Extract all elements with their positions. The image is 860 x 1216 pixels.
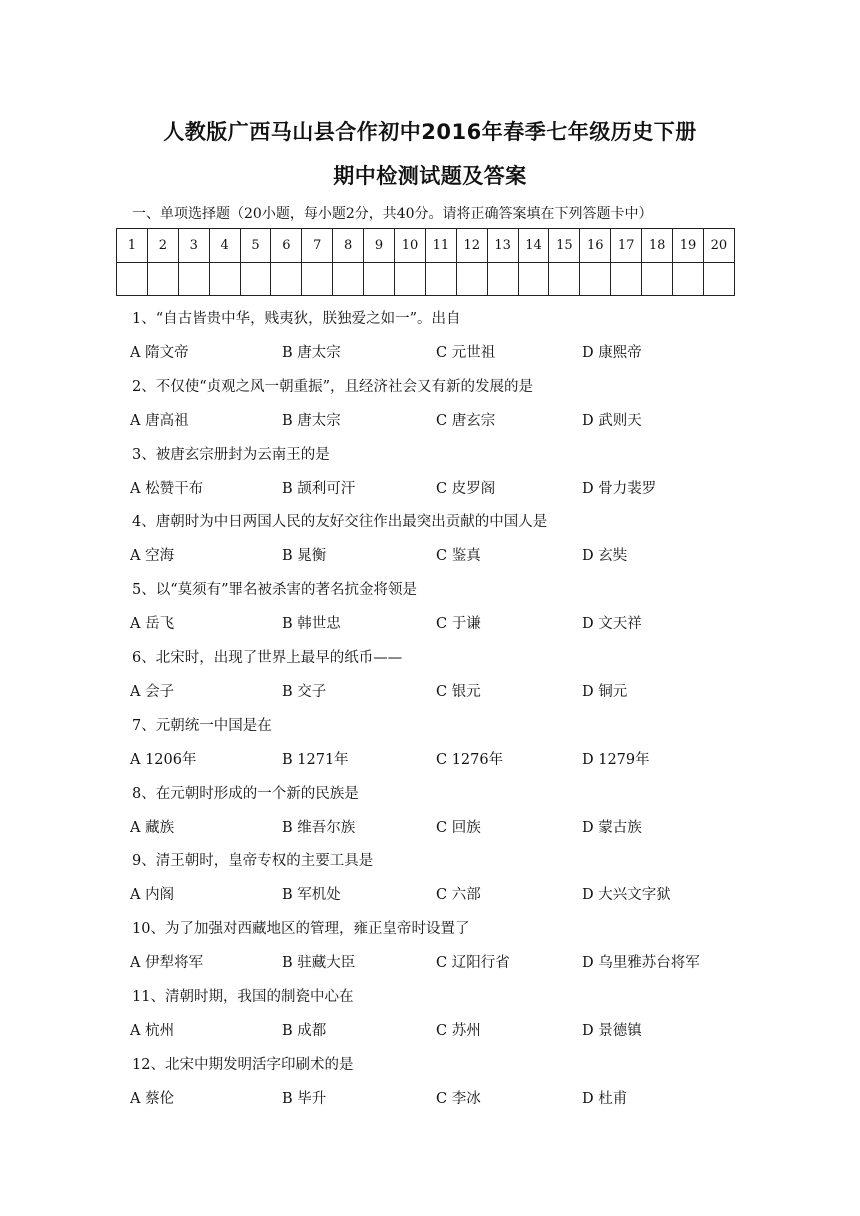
option-c[interactable]: C 李冰 [436, 1090, 481, 1107]
answer-card-number: 14 [518, 229, 549, 263]
option-row [130, 883, 770, 905]
answer-card-table [116, 228, 735, 296]
option-b[interactable]: B 军机处 [282, 887, 341, 904]
answer-card-number: 9 [364, 229, 395, 263]
answer-card-number: 2 [147, 229, 178, 263]
answer-card-answer-cell[interactable] [425, 263, 456, 296]
question-text: 3、被唐玄宗册封为云南王的是 [132, 446, 330, 463]
answer-card-answer-cell[interactable] [703, 263, 734, 296]
option-c[interactable]: C 六部 [436, 887, 481, 904]
answer-card-number: 15 [549, 229, 580, 263]
answer-card-number: 6 [271, 229, 302, 263]
answer-card-number: 19 [673, 229, 704, 263]
answer-card-answer-cell[interactable] [364, 263, 395, 296]
answer-card-answer-cell[interactable] [117, 263, 148, 296]
option-d[interactable]: D 1279年 [582, 751, 650, 768]
page-title: 人教版广西马山县合作初中2016年春季七年级历史下册 [163, 120, 697, 144]
option-d[interactable]: D 大兴文字狱 [582, 887, 671, 904]
option-a[interactable]: A 隋文帝 [130, 345, 189, 361]
option-row [130, 544, 770, 566]
question-text: 2、不仅使“贞观之风一朝重振”，且经济社会又有新的发展的是 [132, 378, 534, 395]
option-b[interactable]: B 唐太宗 [282, 412, 341, 429]
option-row [130, 341, 770, 363]
question-text: 9、清王朝时，皇帝专权的主要工具是 [132, 853, 374, 870]
option-b[interactable]: B 韩世忠 [282, 616, 341, 633]
answer-card-number-row [117, 229, 735, 263]
option-row [130, 680, 770, 702]
option-b[interactable]: B 唐太宗 [282, 345, 341, 361]
answer-card-answer-cell[interactable] [147, 263, 178, 296]
option-a[interactable]: A 松赞干布 [130, 480, 204, 497]
option-c[interactable]: C 于谦 [436, 616, 481, 633]
option-c[interactable]: C 回族 [436, 819, 481, 836]
option-b[interactable]: B 驻藏大臣 [282, 955, 356, 972]
answer-card-answer-cell[interactable] [549, 263, 580, 296]
answer-card-number: 17 [611, 229, 642, 263]
question-text: 11、清朝时期，我国的制瓷中心在 [132, 989, 354, 1005]
question-text: 7、元朝统一中国是在 [132, 717, 272, 734]
answer-card-answer-cell[interactable] [518, 263, 549, 296]
option-row [130, 477, 770, 499]
option-a[interactable]: A 藏族 [130, 819, 175, 836]
answer-card-number: 5 [240, 229, 271, 263]
answer-card-answer-cell[interactable] [271, 263, 302, 296]
option-c[interactable]: C 鉴真 [436, 548, 481, 565]
answer-card-answer-cell[interactable] [487, 263, 518, 296]
answer-card-number: 10 [395, 229, 426, 263]
answer-card-number: 11 [425, 229, 456, 263]
option-c[interactable]: C 元世祖 [436, 345, 496, 361]
question-text: 6、北宋时，出现了世界上最早的纸币—— [132, 650, 403, 666]
option-d[interactable]: D 文天祥 [582, 616, 642, 633]
option-a[interactable]: A 岳飞 [130, 616, 175, 633]
option-c[interactable]: C 皮罗阁 [436, 480, 496, 497]
question-text: 10、为了加强对西藏地区的管理，雍正皇帝时设置了 [132, 921, 470, 938]
answer-card-number: 13 [487, 229, 518, 263]
option-c[interactable]: C 银元 [436, 684, 481, 700]
option-a[interactable]: A 空海 [130, 548, 175, 565]
option-a[interactable]: A 杭州 [130, 1023, 175, 1039]
option-row [130, 612, 770, 634]
option-b[interactable]: B 交子 [282, 684, 327, 700]
option-row [130, 1019, 770, 1041]
option-d[interactable]: D 景德镇 [582, 1023, 642, 1039]
option-d[interactable]: D 乌里雅苏台将军 [582, 955, 700, 972]
answer-card-answer-cell[interactable] [642, 263, 673, 296]
option-b[interactable]: B 毕升 [282, 1090, 327, 1107]
answer-card-number: 8 [333, 229, 364, 263]
answer-card-answer-cell[interactable] [333, 263, 364, 296]
question-text: 8、在元朝时形成的一个新的民族是 [132, 785, 359, 802]
option-b[interactable]: B 维吾尔族 [282, 819, 356, 836]
option-d[interactable]: D 铜元 [582, 684, 628, 700]
answer-card-number: 4 [209, 229, 240, 263]
option-a[interactable]: A 伊犁将军 [130, 955, 204, 972]
answer-card-number: 20 [703, 229, 734, 263]
answer-card-number: 18 [642, 229, 673, 263]
answer-card-answer-cell[interactable] [240, 263, 271, 296]
answer-card-answer-cell[interactable] [611, 263, 642, 296]
option-c[interactable]: C 唐玄宗 [436, 412, 496, 429]
option-d[interactable]: D 玄奘 [582, 548, 628, 565]
option-b[interactable]: B 成都 [282, 1023, 327, 1039]
option-a[interactable]: A 内阁 [130, 887, 175, 904]
answer-card-number: 12 [456, 229, 487, 263]
question-text: 1、“自古皆贵中华，贱夷狄，朕独爱之如一”。出自 [132, 311, 461, 327]
page-subtitle: 期中检测试题及答案 [333, 164, 527, 188]
option-row [130, 951, 770, 973]
option-b[interactable]: B 晁衡 [282, 548, 327, 565]
option-d[interactable]: D 武则天 [582, 412, 642, 429]
question-text: 4、唐朝时为中日两国人民的友好交往作出最突出贡献的中国人是 [132, 514, 548, 531]
answer-card-number: 16 [580, 229, 611, 263]
option-row [130, 816, 770, 838]
answer-card-answer-cell[interactable] [178, 263, 209, 296]
option-d[interactable]: D 骨力裴罗 [582, 480, 657, 497]
option-row [130, 1087, 770, 1109]
answer-card-number: 7 [302, 229, 333, 263]
option-row [130, 409, 770, 431]
option-b[interactable]: B 颉利可汗 [282, 480, 356, 497]
option-c[interactable]: C 1276年 [436, 751, 504, 768]
option-c[interactable]: C 苏州 [436, 1023, 481, 1039]
option-row [130, 748, 770, 770]
question-text: 12、北宋中期发明活字印刷术的是 [132, 1056, 354, 1073]
answer-card-answer-cell[interactable] [395, 263, 426, 296]
answer-card-answer-cell[interactable] [580, 263, 611, 296]
answer-card-number: 3 [178, 229, 209, 263]
section-heading: 一、单项选择题（20小题，每小题2分，共40分。请将正确答案填在下列答题卡中） [132, 206, 653, 222]
answer-card-answer-cell[interactable] [302, 263, 333, 296]
option-a[interactable]: A 唐高祖 [130, 412, 189, 429]
answer-card-answer-cell[interactable] [456, 263, 487, 296]
option-d[interactable]: D 康熙帝 [582, 345, 642, 361]
option-a[interactable]: A 1206年 [130, 751, 197, 768]
option-a[interactable]: A 蔡伦 [130, 1090, 175, 1107]
option-c[interactable]: C 辽阳行省 [436, 955, 510, 972]
answer-card-answer-cell[interactable] [673, 263, 704, 296]
answer-card-number: 1 [117, 229, 148, 263]
option-b[interactable]: B 1271年 [282, 751, 349, 768]
option-a[interactable]: A 会子 [130, 684, 175, 700]
option-d[interactable]: D 杜甫 [582, 1090, 628, 1107]
question-text: 5、以“莫须有”罪名被杀害的著名抗金将领是 [132, 582, 418, 599]
option-d[interactable]: D 蒙古族 [582, 819, 642, 836]
answer-card-answer-cell[interactable] [209, 263, 240, 296]
answer-card-answer-row [117, 263, 735, 296]
